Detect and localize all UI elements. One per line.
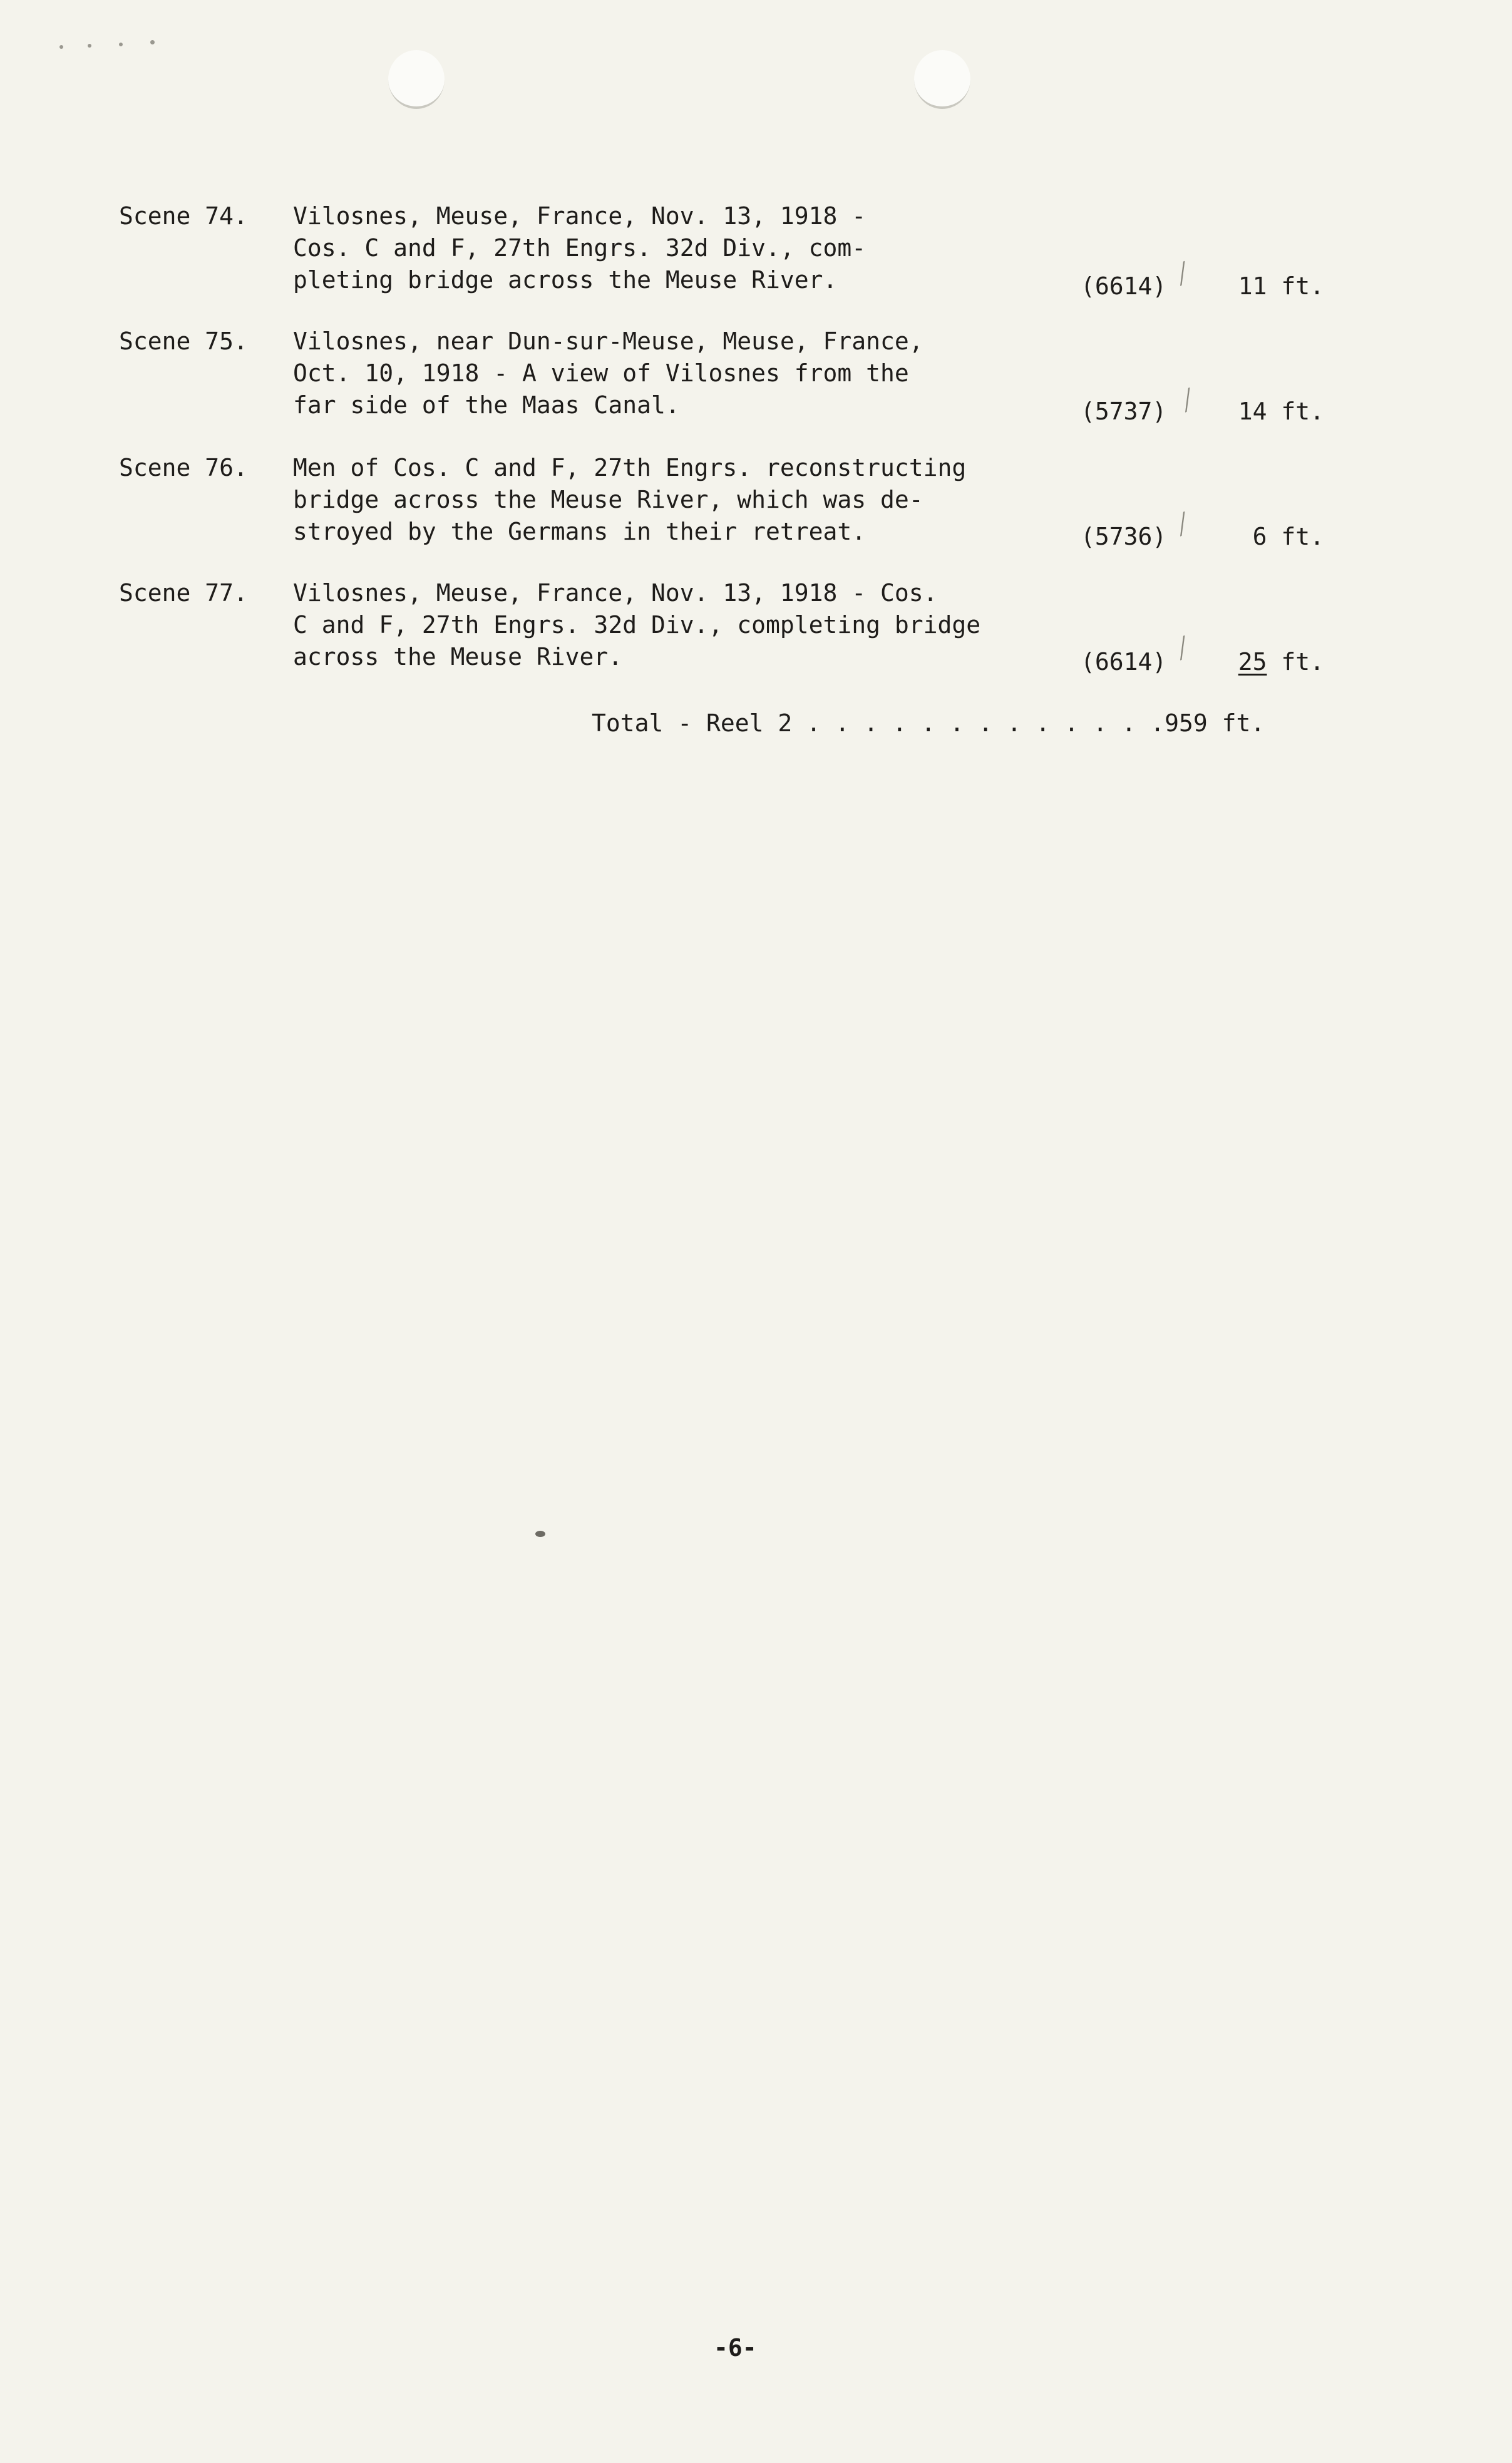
scene-length: 11 ft. [1238, 272, 1324, 300]
film-reference-number: (5737) [1081, 398, 1167, 425]
scene-description-line: Vilosnes, Meuse, France, Nov. 13, 1918 - [293, 202, 867, 230]
reel-total: Total - Reel 2 . . . . . . . . . . . . .959 ft. [592, 709, 1265, 737]
scene-length [1238, 646, 1324, 677]
check-mark-icon: ╱ [1173, 512, 1192, 537]
scene-label: Scene 77. [119, 579, 248, 607]
scene-description-line: pleting bridge across the Meuse River. [293, 266, 838, 294]
scene-description-line: Cos. C and F, 27th Engrs. 32d Div., com- [293, 234, 867, 262]
scene-length-unit: ft. [1267, 648, 1324, 676]
punch-hole-right [914, 50, 970, 109]
paper-speck [88, 44, 91, 48]
scene-length: 14 ft. [1238, 398, 1324, 425]
scene-description-line: far side of the Maas Canal. [293, 391, 680, 419]
scene-length: 6 ft. [1252, 523, 1324, 550]
scene-length-number: 25 [1238, 648, 1267, 676]
scene-description-line: stroyed by the Germans in their retreat. [293, 518, 867, 545]
scene-description-line: Vilosnes, Meuse, France, Nov. 13, 1918 - Cos. [293, 579, 938, 607]
scene-description-line: Men of Cos. C and F, 27th Engrs. reconstructing [293, 454, 967, 481]
paper-speck [150, 40, 155, 44]
film-reference-number: (6614) [1081, 648, 1167, 676]
scene-label: Scene 76. [119, 454, 248, 481]
paper-speck [119, 43, 123, 46]
punch-hole-left [388, 50, 445, 109]
scene-description-line: across the Meuse River. [293, 643, 623, 671]
film-reference-number: (6614) [1081, 272, 1167, 300]
scene-description-line: bridge across the Meuse River, which was de- [293, 486, 923, 513]
page-number: -6- [714, 2334, 757, 2362]
scene-description-line: C and F, 27th Engrs. 32d Div., completing bridge [293, 611, 981, 639]
scene-description-line: Oct. 10, 1918 - A view of Vilosnes from the [293, 359, 909, 387]
paper-speck [535, 1531, 545, 1537]
paper-speck [59, 45, 63, 49]
scene-label: Scene 75. [119, 327, 248, 355]
check-mark-icon: ╱ [1178, 388, 1197, 413]
scene-description-line: Vilosnes, near Dun-sur-Meuse, Meuse, France, [293, 327, 923, 355]
check-mark-icon: ╱ [1173, 261, 1192, 287]
check-mark-icon: ╱ [1173, 635, 1192, 661]
film-reference-number: (5736) [1081, 523, 1167, 550]
scene-label: Scene 74. [119, 202, 248, 230]
